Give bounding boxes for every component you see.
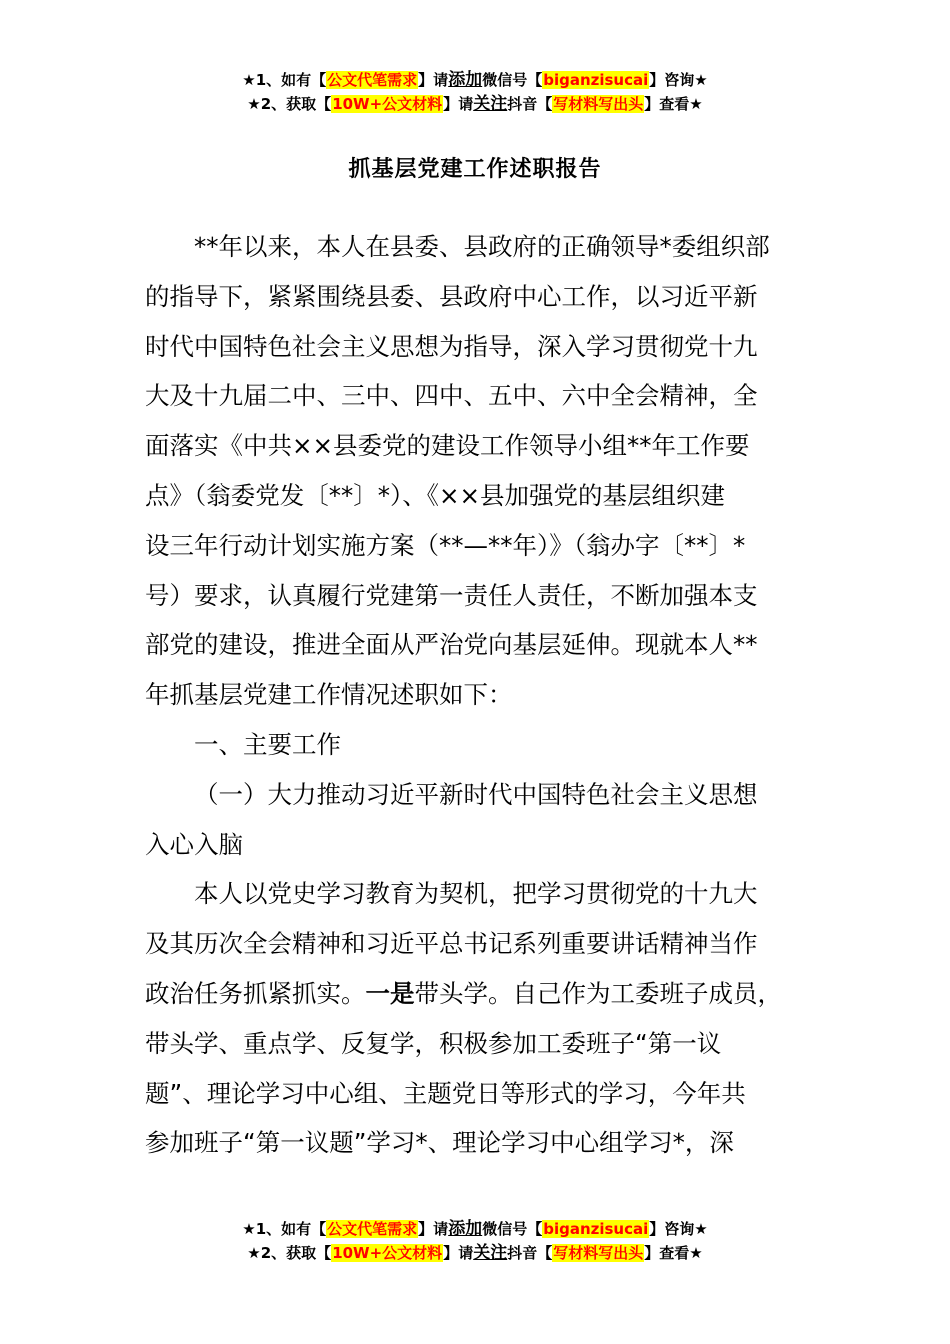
notice-underline: 关注 (473, 94, 508, 114)
body-line: 点》（翁委党发〔**〕*）、《××县加强党的基层组织建 (145, 480, 726, 510)
body-text-run: 带头学。自己作为工委班子成员， (414, 978, 782, 1008)
body-line: 题”、理论学习中心组、主题党日等形式的学习，今年共 (145, 1078, 746, 1108)
bold-marker: 一是 (365, 978, 415, 1008)
body-line: 本人以党史学习教育为契机，把学习贯彻党的十九大 (194, 879, 758, 909)
bottom-notice-banner (0, 1217, 950, 1265)
body-line: 时代中国特色社会主义思想为指导，深入学习贯彻党十九 (145, 331, 758, 361)
body-line: 参加班子“第一议题”学习*、理论学习中心组学习*，深 (145, 1128, 734, 1158)
document-title: 抓基层党建工作述职报告 (348, 157, 602, 182)
notice-text: 】咨询★ (649, 1220, 708, 1238)
notice-highlight: biganzisucai (543, 71, 649, 89)
notice-line-1 (0, 1217, 950, 1241)
notice-text: 】咨询★ (649, 71, 708, 89)
body-line: 年抓基层党建工作情况述职如下： (145, 680, 513, 710)
notice-text: ★1、如有【 (242, 1220, 327, 1238)
document-body (145, 222, 805, 1168)
notice-line-1 (0, 68, 950, 92)
top-notice-banner (0, 68, 950, 116)
notice-text: 】请 (443, 95, 474, 113)
body-line: 号）要求，认真履行党建第一责任人责任，不断加强本支 (145, 580, 758, 610)
body-line: 及其历次全会精神和习近平总书记系列重要讲话精神当作 (145, 929, 758, 959)
body-text-run: 政治任务抓紧抓实。 (145, 978, 366, 1008)
notice-highlight: biganzisucai (543, 1220, 649, 1238)
notice-highlight: 公文代笔需求 (327, 71, 418, 89)
notice-text: 】查看★ (644, 95, 703, 113)
body-line: 带头学、重点学、反复学，积极参加工委班子“第一议 (145, 1028, 722, 1058)
notice-underline: 添加 (448, 70, 483, 90)
notice-text: 抖音【 (507, 1244, 553, 1262)
body-line: 设三年行动计划实施方案（**—**年）》（翁办字〔**〕* (145, 530, 746, 560)
section-heading: 一、主要工作 (194, 729, 341, 759)
notice-highlight: 10W+公文材料 (332, 1244, 443, 1262)
body-line: **年以来，本人在县委、县政府的正确领导*委组织部 (194, 232, 770, 261)
notice-highlight: 写材料写出头 (553, 1244, 644, 1262)
notice-underline: 添加 (448, 1219, 483, 1239)
notice-underline: 关注 (473, 1243, 508, 1263)
notice-line-2 (0, 1241, 950, 1265)
notice-text: 微信号【 (482, 1220, 543, 1238)
body-line: 的指导下，紧紧围绕县委、县政府中心工作，以习近平新 (145, 281, 758, 311)
notice-text: ★2、获取【 (247, 1244, 332, 1262)
notice-text: 微信号【 (482, 71, 543, 89)
body-line: 面落实《中共××县委党的建设工作领导小组**年工作要 (145, 431, 750, 461)
notice-text: 】请 (418, 1220, 449, 1238)
subsection-heading-cont: 入心入脑 (145, 829, 243, 859)
notice-text: 】请 (443, 1244, 474, 1262)
notice-text: ★2、获取【 (247, 95, 332, 113)
notice-text: 】查看★ (644, 1244, 703, 1262)
notice-highlight: 10W+公文材料 (332, 95, 443, 113)
subsection-heading: （一）大力推动习近平新时代中国特色社会主义思想 (194, 779, 758, 809)
body-line: 大及十九届二中、三中、四中、五中、六中全会精神，全 (145, 381, 758, 411)
notice-highlight: 公文代笔需求 (327, 1220, 418, 1238)
notice-text: ★1、如有【 (242, 71, 327, 89)
notice-text: 】请 (418, 71, 449, 89)
body-line: 部党的建设，推进全面从严治党向基层延伸。现就本人** (145, 630, 758, 660)
notice-line-2 (0, 92, 950, 116)
notice-highlight: 写材料写出头 (553, 95, 644, 113)
body-line-with-bold (145, 969, 805, 1019)
notice-text: 抖音【 (507, 95, 553, 113)
